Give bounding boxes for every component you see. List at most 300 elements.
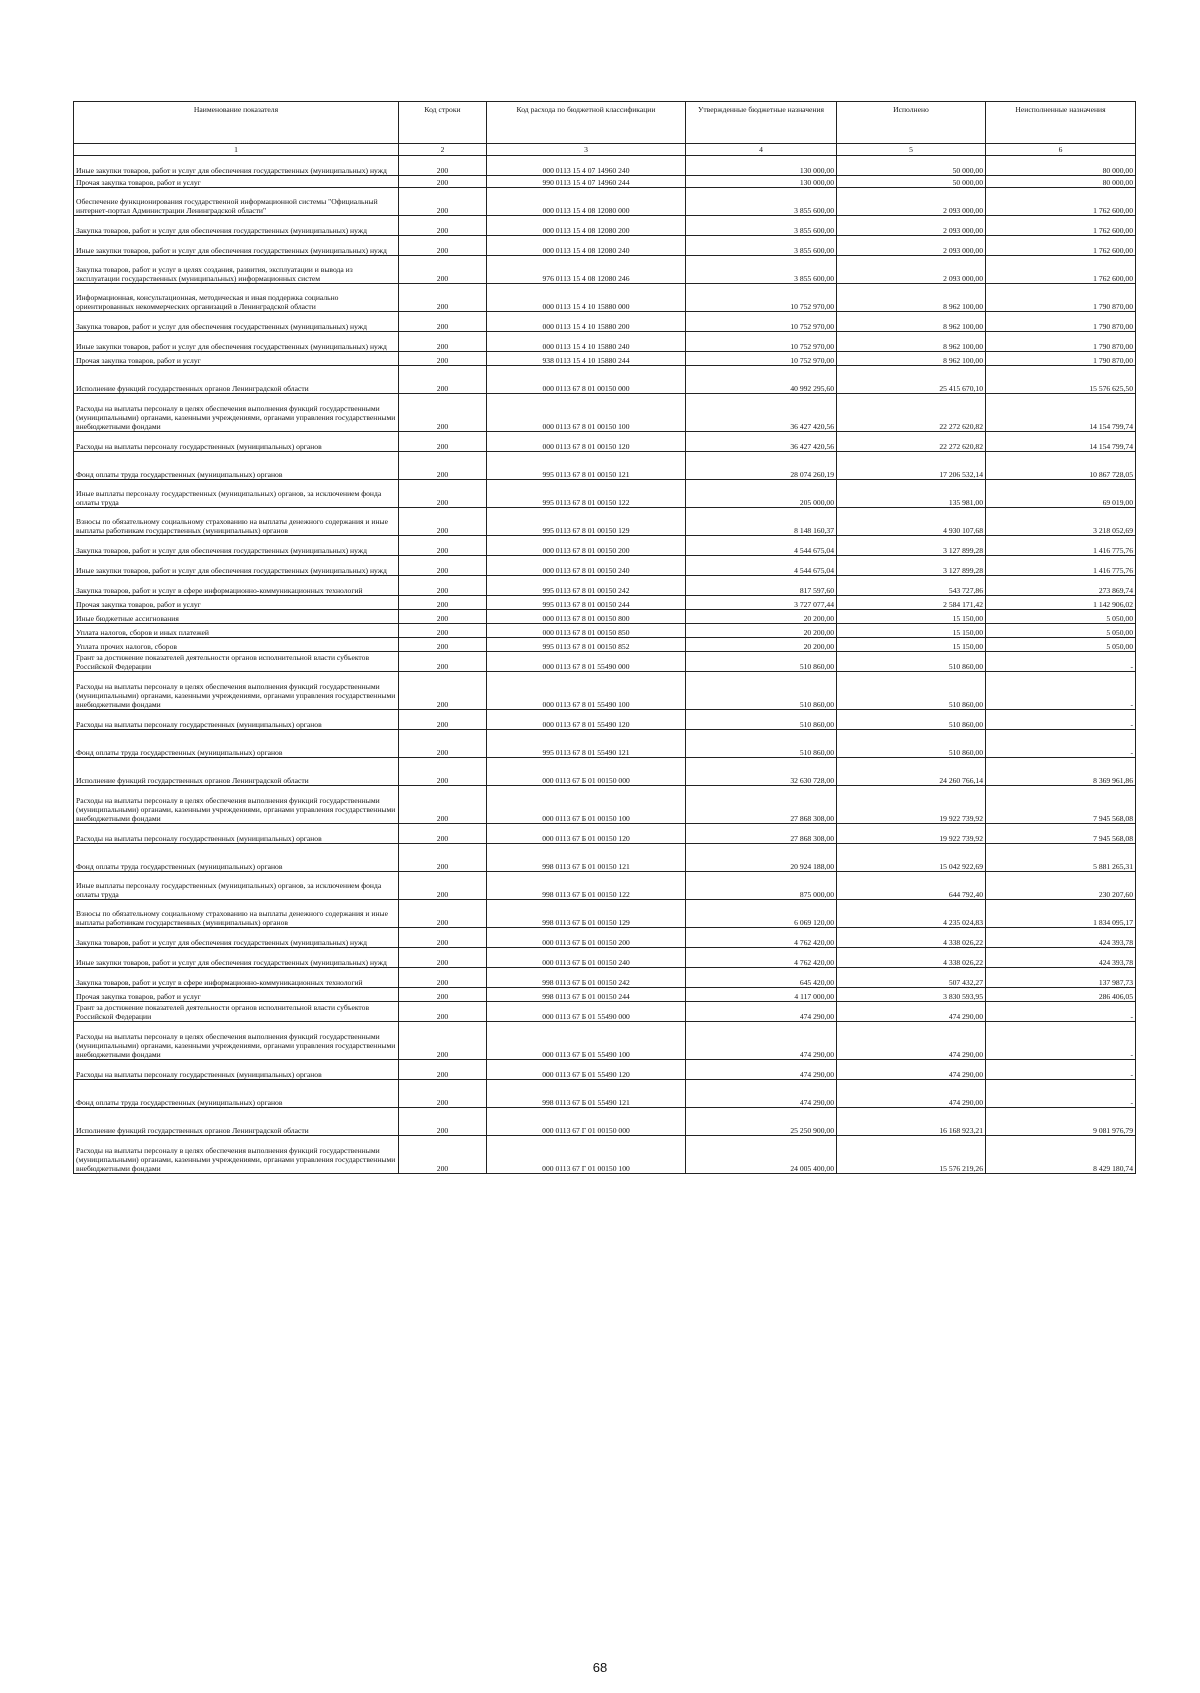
indicator-name-cell: Закупка товаров, работ и услуг для обеспечения государственных (муниципальных) нужд	[74, 928, 399, 948]
executed-amount-cell: 19 922 739,92	[837, 786, 986, 824]
line-code-cell: 200	[399, 284, 487, 312]
line-code-cell: 200	[399, 730, 487, 758]
approved-amount-cell: 10 752 970,00	[686, 352, 837, 366]
expense-code-cell: 000 0113 67 Б 01 55490 100	[487, 1022, 686, 1060]
indicator-name-cell: Исполнение функций государственных органов Ленинградской области	[74, 758, 399, 786]
approved-amount-cell: 4 117 000,00	[686, 988, 837, 1002]
header-indicator-name: Наименование показателя	[74, 102, 399, 144]
expense-code-cell: 000 0113 15 4 07 14960 240	[487, 156, 686, 176]
table-row	[74, 1002, 1136, 1022]
line-code-cell: 200	[399, 188, 487, 216]
unexecuted-amount-cell: 1 834 095,17	[986, 900, 1136, 928]
indicator-name-cell: Фонд оплаты труда государственных (муниципальных) органов	[74, 1080, 399, 1108]
executed-amount-cell: 15 150,00	[837, 638, 986, 652]
line-code-cell: 200	[399, 758, 487, 786]
executed-amount-cell: 510 860,00	[837, 730, 986, 758]
unexecuted-amount-cell: -	[986, 672, 1136, 710]
approved-amount-cell: 28 074 260,19	[686, 452, 837, 480]
approved-amount-cell: 205 000,00	[686, 480, 837, 508]
indicator-name-cell: Иные закупки товаров, работ и услуг для обеспечения государственных (муниципальных) нужд	[74, 236, 399, 256]
executed-amount-cell: 8 962 100,00	[837, 352, 986, 366]
expense-code-cell: 995 0113 67 8 01 00150 852	[487, 638, 686, 652]
approved-amount-cell: 645 420,00	[686, 968, 837, 988]
indicator-name-cell: Взносы по обязательному социальному страхованию на выплаты денежного содержания и иные выплаты работникам государственных (муниципальных) органов	[74, 508, 399, 536]
expense-code-cell: 000 0113 67 Б 01 00150 120	[487, 824, 686, 844]
unexecuted-amount-cell: 230 207,60	[986, 872, 1136, 900]
line-code-cell: 200	[399, 844, 487, 872]
line-code-cell: 200	[399, 948, 487, 968]
expense-code-cell: 000 0113 67 8 01 00150 240	[487, 556, 686, 576]
approved-amount-cell: 32 630 728,00	[686, 758, 837, 786]
line-code-cell: 200	[399, 596, 487, 610]
executed-amount-cell: 16 168 923,21	[837, 1108, 986, 1136]
expense-code-cell: 976 0113 15 4 08 12080 246	[487, 256, 686, 284]
expense-code-cell: 000 0113 67 Б 01 55490 120	[487, 1060, 686, 1080]
table-row	[74, 786, 1136, 824]
approved-amount-cell: 4 544 675,04	[686, 536, 837, 556]
unexecuted-amount-cell: -	[986, 652, 1136, 672]
approved-amount-cell: 3 727 077,44	[686, 596, 837, 610]
indicator-name-cell: Расходы на выплаты персоналу в целях обеспечения выполнения функций государственными (муниципальными) органами, казенными учреждениями, органами управления государственными внебюджетными фондами	[74, 394, 399, 432]
unexecuted-amount-cell: -	[986, 730, 1136, 758]
expense-code-cell: 000 0113 15 4 08 12080 200	[487, 216, 686, 236]
table-row	[74, 576, 1136, 596]
table-row	[74, 948, 1136, 968]
expense-code-cell: 000 0113 67 8 01 55490 100	[487, 672, 686, 710]
executed-amount-cell: 22 272 620,82	[837, 394, 986, 432]
approved-amount-cell: 20 924 188,00	[686, 844, 837, 872]
executed-amount-cell: 4 235 024,83	[837, 900, 986, 928]
executed-amount-cell: 507 432,27	[837, 968, 986, 988]
approved-amount-cell: 20 200,00	[686, 610, 837, 624]
unexecuted-amount-cell: 7 945 568,08	[986, 786, 1136, 824]
indicator-name-cell: Уплата прочих налогов, сборов	[74, 638, 399, 652]
table-row	[74, 710, 1136, 730]
indicator-name-cell: Расходы на выплаты персоналу государственных (муниципальных) органов	[74, 710, 399, 730]
unexecuted-amount-cell: 14 154 799,74	[986, 394, 1136, 432]
indicator-name-cell: Фонд оплаты труда государственных (муниципальных) органов	[74, 452, 399, 480]
line-code-cell: 200	[399, 900, 487, 928]
table-row	[74, 480, 1136, 508]
approved-amount-cell: 474 290,00	[686, 1002, 837, 1022]
unexecuted-amount-cell: 1 790 870,00	[986, 284, 1136, 312]
approved-amount-cell: 27 868 308,00	[686, 824, 837, 844]
indicator-name-cell: Закупка товаров, работ и услуг для обеспечения государственных (муниципальных) нужд	[74, 536, 399, 556]
line-code-cell: 200	[399, 1108, 487, 1136]
indicator-name-cell: Фонд оплаты труда государственных (муниципальных) органов	[74, 844, 399, 872]
executed-amount-cell: 22 272 620,82	[837, 432, 986, 452]
header-approved: Утвержденные бюджетные назначения	[686, 102, 837, 144]
approved-amount-cell: 24 005 400,00	[686, 1136, 837, 1174]
unexecuted-amount-cell: 424 393,78	[986, 928, 1136, 948]
expense-code-cell: 000 0113 67 Б 01 00150 200	[487, 928, 686, 948]
executed-amount-cell: 3 830 593,95	[837, 988, 986, 1002]
approved-amount-cell: 4 544 675,04	[686, 556, 837, 576]
unexecuted-amount-cell: 1 762 600,00	[986, 216, 1136, 236]
table-row	[74, 236, 1136, 256]
line-code-cell: 200	[399, 786, 487, 824]
table-row	[74, 352, 1136, 366]
indicator-name-cell: Расходы на выплаты персоналу в целях обеспечения выполнения функций государственными (муниципальными) органами, казенными учреждениями, органами управления государственными внебюджетными фондами	[74, 672, 399, 710]
table-row	[74, 872, 1136, 900]
line-code-cell: 200	[399, 824, 487, 844]
approved-amount-cell: 474 290,00	[686, 1060, 837, 1080]
executed-amount-cell: 50 000,00	[837, 156, 986, 176]
expense-code-cell: 998 0113 67 Б 01 00150 121	[487, 844, 686, 872]
executed-amount-cell: 135 981,00	[837, 480, 986, 508]
column-number: 6	[986, 144, 1136, 156]
budget-execution-table	[73, 101, 1136, 1174]
table-row	[74, 900, 1136, 928]
indicator-name-cell: Расходы на выплаты персоналу государственных (муниципальных) органов	[74, 432, 399, 452]
executed-amount-cell: 19 922 739,92	[837, 824, 986, 844]
table-row	[74, 432, 1136, 452]
approved-amount-cell: 474 290,00	[686, 1080, 837, 1108]
approved-amount-cell: 130 000,00	[686, 176, 837, 188]
line-code-cell: 200	[399, 312, 487, 332]
indicator-name-cell: Расходы на выплаты персоналу в целях обеспечения выполнения функций государственными (муниципальными) органами, казенными учреждениями, органами управления государственными внебюджетными фондами	[74, 1136, 399, 1174]
table-row	[74, 508, 1136, 536]
table-row	[74, 652, 1136, 672]
unexecuted-amount-cell: 1 762 600,00	[986, 236, 1136, 256]
unexecuted-amount-cell: 5 050,00	[986, 638, 1136, 652]
line-code-cell: 200	[399, 710, 487, 730]
table-row	[74, 556, 1136, 576]
table-row	[74, 332, 1136, 352]
page-number: 68	[592, 1660, 608, 1675]
expense-code-cell: 000 0113 15 4 08 12080 240	[487, 236, 686, 256]
indicator-name-cell: Иные закупки товаров, работ и услуг для обеспечения государственных (муниципальных) нужд	[74, 332, 399, 352]
approved-amount-cell: 817 597,60	[686, 576, 837, 596]
unexecuted-amount-cell: 286 406,05	[986, 988, 1136, 1002]
line-code-cell: 200	[399, 638, 487, 652]
table-row	[74, 610, 1136, 624]
line-code-cell: 200	[399, 1136, 487, 1174]
table-row	[74, 1080, 1136, 1108]
unexecuted-amount-cell: 3 218 052,69	[986, 508, 1136, 536]
unexecuted-amount-cell: 5 881 265,31	[986, 844, 1136, 872]
table-row	[74, 844, 1136, 872]
table-row	[74, 988, 1136, 1002]
unexecuted-amount-cell: 5 050,00	[986, 610, 1136, 624]
table-row	[74, 156, 1136, 176]
approved-amount-cell: 3 855 600,00	[686, 216, 837, 236]
expense-code-cell: 000 0113 67 Б 01 00150 100	[487, 786, 686, 824]
executed-amount-cell: 2 093 000,00	[837, 216, 986, 236]
approved-amount-cell: 10 752 970,00	[686, 312, 837, 332]
table-row	[74, 730, 1136, 758]
unexecuted-amount-cell: 15 576 625,50	[986, 366, 1136, 394]
table-row	[74, 824, 1136, 844]
unexecuted-amount-cell: 1 416 775,76	[986, 556, 1136, 576]
unexecuted-amount-cell: -	[986, 1080, 1136, 1108]
indicator-name-cell: Закупка товаров, работ и услуг для обеспечения государственных (муниципальных) нужд	[74, 216, 399, 236]
line-code-cell: 200	[399, 610, 487, 624]
expense-code-cell: 990 0113 15 4 07 14960 244	[487, 176, 686, 188]
indicator-name-cell: Фонд оплаты труда государственных (муниципальных) органов	[74, 730, 399, 758]
expense-code-cell: 998 0113 67 Б 01 00150 244	[487, 988, 686, 1002]
expense-code-cell: 998 0113 67 Б 01 00150 129	[487, 900, 686, 928]
executed-amount-cell: 8 962 100,00	[837, 312, 986, 332]
table-row	[74, 452, 1136, 480]
approved-amount-cell: 10 752 970,00	[686, 284, 837, 312]
line-code-cell: 200	[399, 394, 487, 432]
approved-amount-cell: 36 427 420,56	[686, 394, 837, 432]
approved-amount-cell: 510 860,00	[686, 672, 837, 710]
line-code-cell: 200	[399, 968, 487, 988]
unexecuted-amount-cell: 5 050,00	[986, 624, 1136, 638]
executed-amount-cell: 474 290,00	[837, 1022, 986, 1060]
line-code-cell: 200	[399, 672, 487, 710]
expense-code-cell: 000 0113 67 Б 01 00150 000	[487, 758, 686, 786]
approved-amount-cell: 130 000,00	[686, 156, 837, 176]
executed-amount-cell: 15 576 219,26	[837, 1136, 986, 1174]
indicator-name-cell: Исполнение функций государственных органов Ленинградской области	[74, 1108, 399, 1136]
line-code-cell: 200	[399, 624, 487, 638]
indicator-name-cell: Исполнение функций государственных органов Ленинградской области	[74, 366, 399, 394]
approved-amount-cell: 510 860,00	[686, 652, 837, 672]
header-expense-code: Код расхода по бюджетной классификации	[487, 102, 686, 144]
approved-amount-cell: 3 855 600,00	[686, 188, 837, 216]
executed-amount-cell: 2 093 000,00	[837, 236, 986, 256]
unexecuted-amount-cell: 8 369 961,86	[986, 758, 1136, 786]
approved-amount-cell: 6 069 120,00	[686, 900, 837, 928]
indicator-name-cell: Грант за достижение показателей деятельности органов исполнительной власти субъектов Российской Федерации	[74, 1002, 399, 1022]
approved-amount-cell: 875 000,00	[686, 872, 837, 900]
column-number: 1	[74, 144, 399, 156]
header-executed: Исполнено	[837, 102, 986, 144]
line-code-cell: 200	[399, 928, 487, 948]
table-row	[74, 928, 1136, 948]
table-row	[74, 968, 1136, 988]
indicator-name-cell: Закупка товаров, работ и услуг в сфере информационно-коммуникационных технологий	[74, 968, 399, 988]
unexecuted-amount-cell: 7 945 568,08	[986, 824, 1136, 844]
table-row	[74, 1136, 1136, 1174]
expense-code-cell: 000 0113 67 8 01 55490 120	[487, 710, 686, 730]
unexecuted-amount-cell: 1 416 775,76	[986, 536, 1136, 556]
expense-code-cell: 000 0113 67 Б 01 55490 000	[487, 1002, 686, 1022]
executed-amount-cell: 510 860,00	[837, 652, 986, 672]
executed-amount-cell: 15 150,00	[837, 624, 986, 638]
executed-amount-cell: 24 260 766,14	[837, 758, 986, 786]
indicator-name-cell: Грант за достижение показателей деятельности органов исполнительной власти субъектов Российской Федерации	[74, 652, 399, 672]
column-number: 3	[487, 144, 686, 156]
unexecuted-amount-cell: 1 790 870,00	[986, 332, 1136, 352]
expense-code-cell: 938 0113 15 4 10 15880 244	[487, 352, 686, 366]
executed-amount-cell: 474 290,00	[837, 1002, 986, 1022]
executed-amount-cell: 15 150,00	[837, 610, 986, 624]
table-row	[74, 1108, 1136, 1136]
line-code-cell: 200	[399, 216, 487, 236]
executed-amount-cell: 4 930 107,68	[837, 508, 986, 536]
executed-amount-cell: 3 127 899,28	[837, 536, 986, 556]
executed-amount-cell: 8 962 100,00	[837, 332, 986, 352]
unexecuted-amount-cell: -	[986, 1002, 1136, 1022]
expense-code-cell: 000 0113 15 4 10 15880 200	[487, 312, 686, 332]
indicator-name-cell: Расходы на выплаты персоналу в целях обеспечения выполнения функций государственными (муниципальными) органами, казенными учреждениями, органами управления государственными внебюджетными фондами	[74, 1022, 399, 1060]
expense-code-cell: 998 0113 67 Б 01 55490 121	[487, 1080, 686, 1108]
line-code-cell: 200	[399, 872, 487, 900]
approved-amount-cell: 8 148 160,37	[686, 508, 837, 536]
executed-amount-cell: 2 584 171,42	[837, 596, 986, 610]
unexecuted-amount-cell: 137 987,73	[986, 968, 1136, 988]
indicator-name-cell: Закупка товаров, работ и услуг в целях создания, развития, эксплуатации и вывода из эксплуатации государственных (муниципальных) информационных систем	[74, 256, 399, 284]
executed-amount-cell: 4 338 026,22	[837, 928, 986, 948]
expense-code-cell: 000 0113 67 8 01 00150 200	[487, 536, 686, 556]
header-row	[74, 102, 1136, 144]
table-row	[74, 394, 1136, 432]
line-code-cell: 200	[399, 536, 487, 556]
approved-amount-cell: 20 200,00	[686, 638, 837, 652]
approved-amount-cell: 3 855 600,00	[686, 236, 837, 256]
expense-code-cell: 000 0113 67 Б 01 00150 240	[487, 948, 686, 968]
unexecuted-amount-cell: 1 790 870,00	[986, 352, 1136, 366]
table-row	[74, 188, 1136, 216]
line-code-cell: 200	[399, 236, 487, 256]
table-row	[74, 758, 1136, 786]
line-code-cell: 200	[399, 1022, 487, 1060]
line-code-cell: 200	[399, 432, 487, 452]
table-row	[74, 176, 1136, 188]
indicator-name-cell: Закупка товаров, работ и услуг в сфере информационно-коммуникационных технологий	[74, 576, 399, 596]
approved-amount-cell: 36 427 420,56	[686, 432, 837, 452]
table-row	[74, 312, 1136, 332]
unexecuted-amount-cell: 80 000,00	[986, 156, 1136, 176]
indicator-name-cell: Прочая закупка товаров, работ и услуг	[74, 596, 399, 610]
executed-amount-cell: 2 093 000,00	[837, 188, 986, 216]
indicator-name-cell: Прочая закупка товаров, работ и услуг	[74, 176, 399, 188]
line-code-cell: 200	[399, 256, 487, 284]
table-row	[74, 1060, 1136, 1080]
indicator-name-cell: Иные выплаты персоналу государственных (муниципальных) органов, за исключением фонда оплаты труда	[74, 480, 399, 508]
line-code-cell: 200	[399, 366, 487, 394]
line-code-cell: 200	[399, 176, 487, 188]
line-code-cell: 200	[399, 988, 487, 1002]
table-row	[74, 596, 1136, 610]
column-number: 5	[837, 144, 986, 156]
expense-code-cell: 000 0113 15 4 08 12080 000	[487, 188, 686, 216]
unexecuted-amount-cell: 10 867 728,05	[986, 452, 1136, 480]
expense-code-cell: 995 0113 67 8 01 00150 244	[487, 596, 686, 610]
line-code-cell: 200	[399, 156, 487, 176]
executed-amount-cell: 474 290,00	[837, 1080, 986, 1108]
unexecuted-amount-cell: -	[986, 1060, 1136, 1080]
line-code-cell: 200	[399, 1060, 487, 1080]
executed-amount-cell: 510 860,00	[837, 672, 986, 710]
approved-amount-cell: 27 868 308,00	[686, 786, 837, 824]
table-row	[74, 624, 1136, 638]
expense-code-cell: 995 0113 67 8 01 55490 121	[487, 730, 686, 758]
executed-amount-cell: 50 000,00	[837, 176, 986, 188]
line-code-cell: 200	[399, 352, 487, 366]
table-row	[74, 256, 1136, 284]
unexecuted-amount-cell: 8 429 180,74	[986, 1136, 1136, 1174]
unexecuted-amount-cell: 273 869,74	[986, 576, 1136, 596]
unexecuted-amount-cell: 69 019,00	[986, 480, 1136, 508]
indicator-name-cell: Иные бюджетные ассигнования	[74, 610, 399, 624]
executed-amount-cell: 25 415 670,10	[837, 366, 986, 394]
executed-amount-cell: 510 860,00	[837, 710, 986, 730]
expense-code-cell: 000 0113 67 8 01 00150 850	[487, 624, 686, 638]
unexecuted-amount-cell: 1 142 906,02	[986, 596, 1136, 610]
executed-amount-cell: 3 127 899,28	[837, 556, 986, 576]
header-line-code: Код строки	[399, 102, 487, 144]
indicator-name-cell: Информационная, консультационная, методическая и иная поддержка социально ориентированных некоммерческих организаций в Ленинградской области	[74, 284, 399, 312]
approved-amount-cell: 4 762 420,00	[686, 928, 837, 948]
indicator-name-cell: Иные закупки товаров, работ и услуг для обеспечения государственных (муниципальных) нужд	[74, 948, 399, 968]
indicator-name-cell: Иные закупки товаров, работ и услуг для обеспечения государственных (муниципальных) нужд	[74, 156, 399, 176]
executed-amount-cell: 2 093 000,00	[837, 256, 986, 284]
executed-amount-cell: 4 338 026,22	[837, 948, 986, 968]
expense-code-cell: 000 0113 15 4 10 15880 240	[487, 332, 686, 352]
executed-amount-cell: 543 727,86	[837, 576, 986, 596]
column-number: 4	[686, 144, 837, 156]
column-number: 2	[399, 144, 487, 156]
unexecuted-amount-cell: -	[986, 710, 1136, 730]
indicator-name-cell: Расходы на выплаты персоналу государственных (муниципальных) органов	[74, 1060, 399, 1080]
line-code-cell: 200	[399, 480, 487, 508]
indicator-name-cell: Расходы на выплаты персоналу в целях обеспечения выполнения функций государственными (муниципальными) органами, казенными учреждениями, органами управления государственными внебюджетными фондами	[74, 786, 399, 824]
table-row	[74, 216, 1136, 236]
expense-code-cell: 000 0113 67 8 01 55490 000	[487, 652, 686, 672]
executed-amount-cell: 17 206 532,14	[837, 452, 986, 480]
unexecuted-amount-cell: 9 081 976,79	[986, 1108, 1136, 1136]
indicator-name-cell: Взносы по обязательному социальному страхованию на выплаты денежного содержания и иные выплаты работникам государственных (муниципальных) органов	[74, 900, 399, 928]
indicator-name-cell: Иные выплаты персоналу государственных (муниципальных) органов, за исключением фонда оплаты труда	[74, 872, 399, 900]
approved-amount-cell: 25 250 900,00	[686, 1108, 837, 1136]
line-code-cell: 200	[399, 1002, 487, 1022]
approved-amount-cell: 4 762 420,00	[686, 948, 837, 968]
approved-amount-cell: 474 290,00	[686, 1022, 837, 1060]
expense-code-cell: 000 0113 67 Г 01 00150 000	[487, 1108, 686, 1136]
executed-amount-cell: 15 042 922,69	[837, 844, 986, 872]
table-row	[74, 672, 1136, 710]
line-code-cell: 200	[399, 1080, 487, 1108]
line-code-cell: 200	[399, 332, 487, 352]
line-code-cell: 200	[399, 508, 487, 536]
indicator-name-cell: Обеспечение функционирования государственной информационной системы "Официальный интернет-портал Администрации Ленинградской области"	[74, 188, 399, 216]
expense-code-cell: 000 0113 67 8 01 00150 100	[487, 394, 686, 432]
expense-code-cell: 995 0113 67 8 01 00150 129	[487, 508, 686, 536]
unexecuted-amount-cell: 424 393,78	[986, 948, 1136, 968]
unexecuted-amount-cell: 1 762 600,00	[986, 256, 1136, 284]
executed-amount-cell: 8 962 100,00	[837, 284, 986, 312]
table-body	[74, 156, 1136, 1174]
executed-amount-cell: 644 792,40	[837, 872, 986, 900]
column-number-row	[74, 144, 1136, 156]
indicator-name-cell: Уплата налогов, сборов и иных платежей	[74, 624, 399, 638]
expense-code-cell: 998 0113 67 Б 01 00150 122	[487, 872, 686, 900]
line-code-cell: 200	[399, 652, 487, 672]
indicator-name-cell: Иные закупки товаров, работ и услуг для обеспечения государственных (муниципальных) нужд	[74, 556, 399, 576]
expense-code-cell: 000 0113 15 4 10 15880 000	[487, 284, 686, 312]
executed-amount-cell: 474 290,00	[837, 1060, 986, 1080]
table-row	[74, 1022, 1136, 1060]
approved-amount-cell: 20 200,00	[686, 624, 837, 638]
line-code-cell: 200	[399, 576, 487, 596]
line-code-cell: 200	[399, 556, 487, 576]
table-row	[74, 536, 1136, 556]
approved-amount-cell: 3 855 600,00	[686, 256, 837, 284]
expense-code-cell: 998 0113 67 Б 01 00150 242	[487, 968, 686, 988]
expense-code-cell: 995 0113 67 8 01 00150 242	[487, 576, 686, 596]
approved-amount-cell: 10 752 970,00	[686, 332, 837, 352]
table-row	[74, 366, 1136, 394]
approved-amount-cell: 40 992 295,60	[686, 366, 837, 394]
unexecuted-amount-cell: 1 762 600,00	[986, 188, 1136, 216]
line-code-cell: 200	[399, 452, 487, 480]
expense-code-cell: 000 0113 67 Г 01 00150 100	[487, 1136, 686, 1174]
